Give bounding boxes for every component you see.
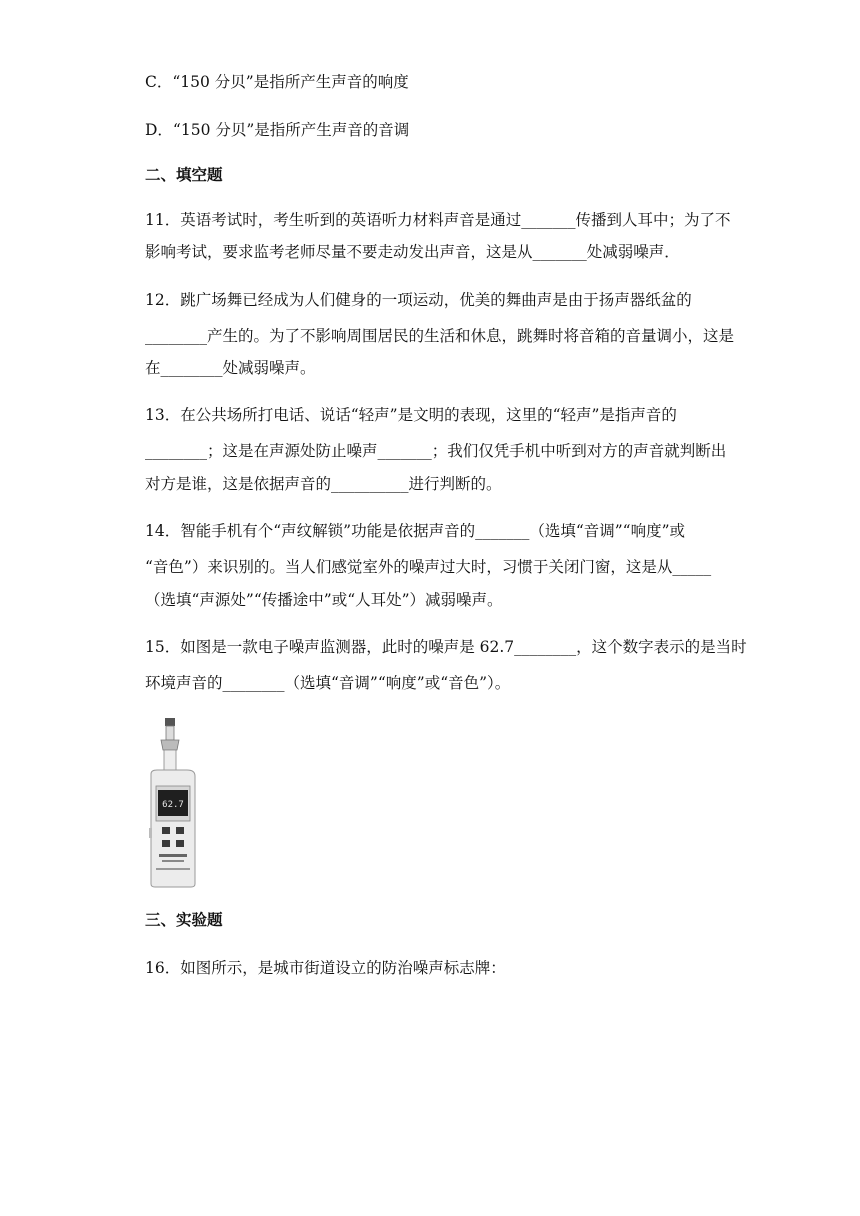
section-heading-fill-blank: 二、填空题 <box>145 165 223 184</box>
question-15-line-2: 环境声音的________（选填“音调”“响度”或“音色”）。 <box>145 674 511 692</box>
section-heading-experiment: 三、实验题 <box>145 910 223 929</box>
question-12-line-3: 在________处减弱噪声。 <box>145 359 316 377</box>
question-13-line-3: 对方是谁，这是依据声音的__________进行判断的。 <box>145 475 502 493</box>
meter-display-reading: 62.7 <box>162 800 184 810</box>
question-14-line-2: “音色”）来识别的。当人们感觉室外的噪声过大时，习惯于关闭门窗，这是从_____ <box>145 558 712 576</box>
question-11-line-2: 影响考试，要求监考老师尽量不要走动发出声音，这是从_______处减弱噪声． <box>145 243 680 261</box>
question-12-line-2: ________产生的。为了不影响周围居民的生活和休息，跳舞时将音箱的音量调小，这是 <box>145 327 735 345</box>
question-11-line-1: 11．英语考试时，考生听到的英语听力材料声音是通过_______传播到人耳中；为了不 <box>145 211 731 229</box>
question-12-line-1: 12．跳广场舞已经成为人们健身的一项运动，优美的舞曲声是由于扬声器纸盆的 <box>145 291 692 309</box>
noise-meter-icon <box>143 716 207 888</box>
question-13-line-1: 13．在公共场所打电话、说话“轻声”是文明的表现，这里的“轻声”是指声音的 <box>145 406 677 424</box>
noise-meter-figure <box>143 716 207 888</box>
question-13-line-2: ________；这是在声源处防止噪声_______；我们仅凭手机中听到对方的声音就判断出 <box>145 442 727 460</box>
question-15-line-1: 15．如图是一款电子噪声监测器，此时的噪声是 62.7________，这个数字表示的是当时 <box>145 638 747 656</box>
question-14-line-1: 14．智能手机有个“声纹解锁”功能是依据声音的_______（选填“音调”“响度”或 <box>145 522 686 540</box>
option-c: C．“150 分贝”是指所产生声音的响度 <box>145 73 409 91</box>
question-16-line-1: 16．如图所示，是城市街道设立的防治噪声标志牌： <box>145 959 506 977</box>
option-d: D．“150 分贝”是指所产生声音的音调 <box>145 121 410 139</box>
question-14-line-3: （选填“声源处”“传播途中”或“人耳处”）减弱噪声。 <box>145 591 503 609</box>
